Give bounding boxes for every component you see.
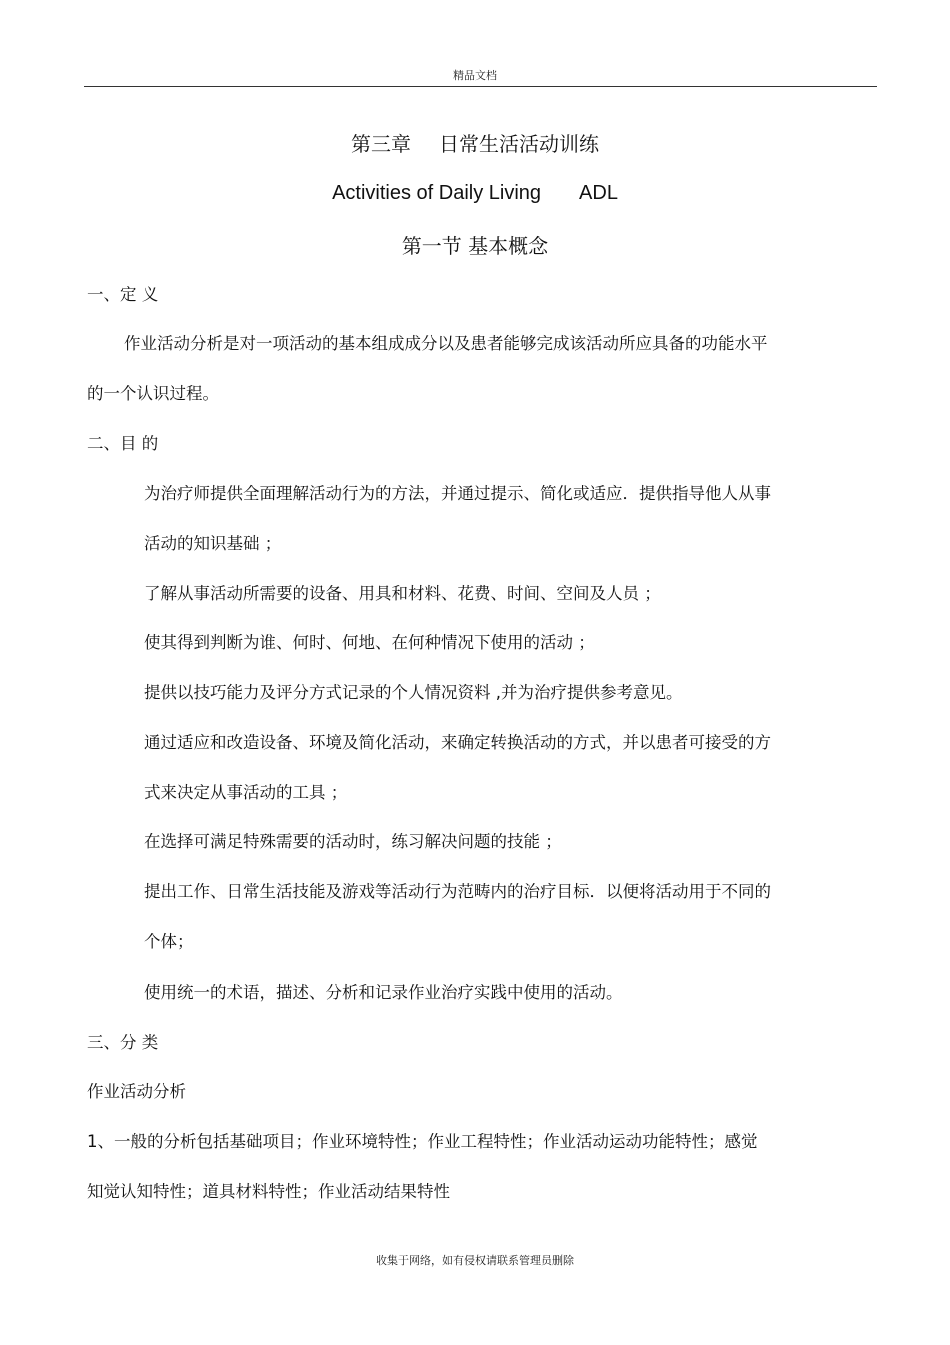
chapter-abbreviation: ADL [579,182,618,204]
page-header-text: 精品文档 [453,69,497,82]
purpose-line: 提供以技巧能力及评分方式记录的个人情况资料 ,并为治疗提供参考意见。 [144,683,683,702]
purpose-line: 为治疗师提供全面理解活动行为的方法，并通过提示、简化或适应．提供指导他人从事 [144,484,771,503]
header-divider [84,86,877,87]
chapter-number: 第三章 [351,132,411,156]
purpose-line: 式来决定从事活动的工具 ； [144,783,348,802]
purpose-line: 个体； [144,932,194,951]
purpose-line: 在选择可满足特殊需要的活动时，练习解决问题的技能 ； [144,832,562,851]
section-title: 第一节 基本概念 [401,234,549,258]
chapter-title [0,128,950,157]
purpose-line: 活动的知识基础 ； [144,534,282,553]
purpose-line: 了解从事活动所需要的设备、用具和材料、花费、时间、空间及人员 ； [144,584,661,603]
definition-paragraph-line1: 作业活动分析是对一项活动的基本组成成分以及患者能够完成该活动所应具备的功能水平 [124,334,768,353]
classification-item1-line2: 知觉认知特性；道具材料特性；作业活动结果特性 [87,1182,450,1201]
purpose-line: 使用统一的术语，描述、分析和记录作业治疗实践中使用的活动。 [144,983,623,1002]
purpose-heading: 二、目 的 [87,434,159,453]
chapter-english-name: Activities of Daily Living [332,182,542,204]
chapter-name: 日常生活活动训练 [439,132,599,156]
classification-item1-line1: 1、一般的分析包括基础项目；作业环境特性；作业工程特性；作业活动运动功能特性；感觉 [87,1132,758,1151]
definition-paragraph-line2: 的一个认识过程。 [87,384,219,403]
page-footer-text: 收集于网络，如有侵权请联系管理员删除 [376,1254,574,1267]
classification-heading: 三、分 类 [87,1033,159,1052]
purpose-line: 通过适应和改造设备、环境及简化活动，来确定转换活动的方式，并以患者可接受的方 [144,733,771,752]
classification-subheading: 作业活动分析 [87,1082,186,1101]
chapter-english-title [0,182,950,205]
purpose-line: 提出工作、日常生活技能及游戏等活动行为范畴内的治疗目标．以便将活动用于不同的 [144,882,771,901]
definition-heading: 一、定 义 [87,285,159,304]
purpose-line: 使其得到判断为谁、何时、何地、在何种情况下使用的活动 ； [144,633,595,652]
